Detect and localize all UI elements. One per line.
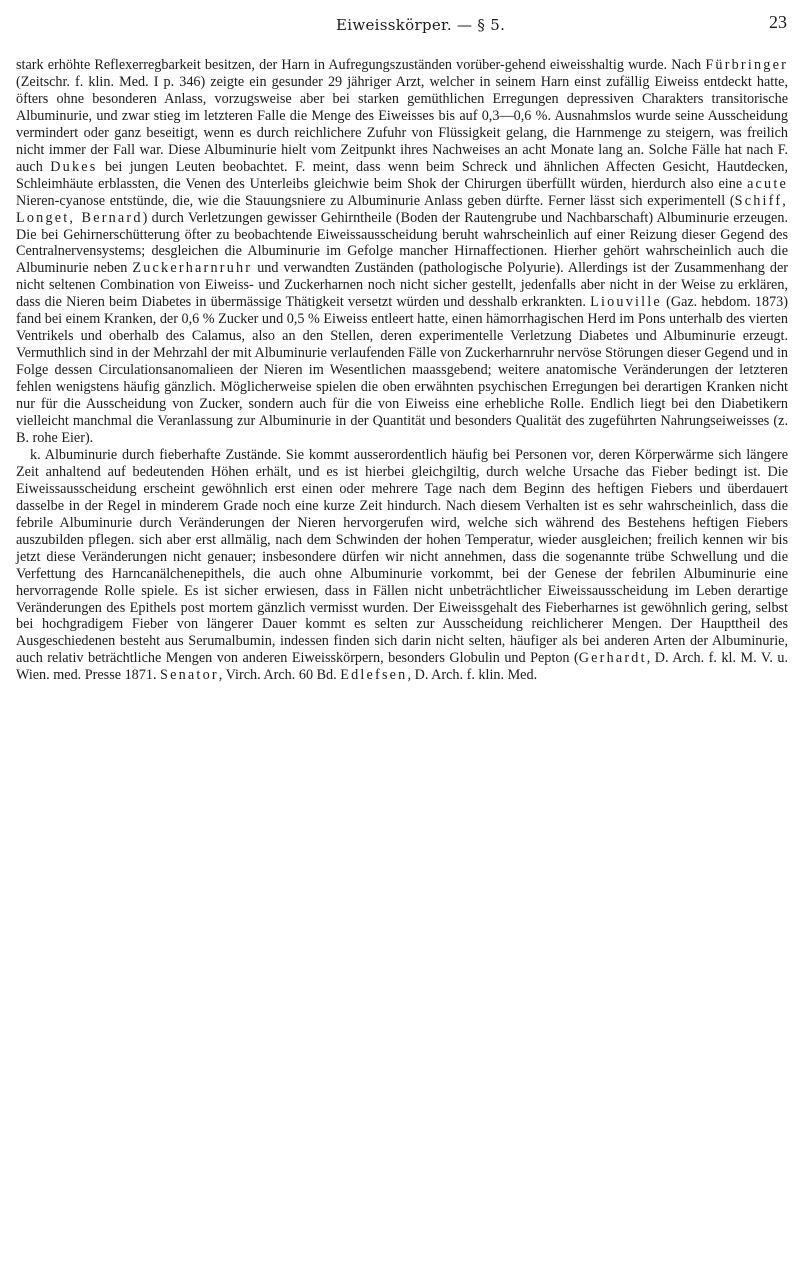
text-run: Nieren-cyanose entstünde, die, wie die Stauungsniere zu Albuminurie Anlass geben dürfte. Ferner lässt sich experimentell ( xyxy=(16,192,735,209)
body-text xyxy=(16,57,788,684)
running-title: Eiweisskörper. — § 5. xyxy=(336,16,506,34)
text-run: (Zeitschr. f. klin. Med. I p. 346) zeigte ein gesunder 29 jähriger Arzt, welcher in seinem Harn einst zufällig Eiweiss entdeckt hatte, öfters ohne besonderen Anlass, vorzugsweise aber bei starken gemüthlichen Erregungen depressiven Charakters transitorische Albuminurie, und zwar stieg im letzteren Falle die Menge des Eiweisses bis auf 0,3—0,6 %. Ausnahmslos wurde seine Ausscheidung vermindert oder ganz beseitigt, wenn es durch reichlichere Zufuhr von Flüssigkeit gelang, die Harnmenge zu steigern, was freilich nicht immer der Fall war. Diese Albuminurie hielt vom Zeitpunkt ihres Nachweises an acht Monate lang an. Solche Fälle hat nach F. auch xyxy=(16,73,788,175)
text-run: bei jungen Leuten beobachtet. F. meint, dass wenn beim Schreck und ähnlichen Affecten Gesicht, Hautdecken, Schleimhäute erblassten, die Venen des Unterleibs gleichwie beim Shok der Chirurgen überfüllt würden, hierdurch also eine xyxy=(16,158,788,192)
emphasized-term: acute xyxy=(747,175,788,192)
author-name: Liouville xyxy=(590,294,662,311)
text-run: und verwandten Zuständen (pathologische Polyurie). Allerdings ist der Zusammenhang der nicht seltenen Combination von Eiweiss- und Zuckerharnen noch nicht sicher gestellt, jedenfalls aber nicht in der Weise zu erklären, dass die Nieren beim Diabetes in übermässige Thätigkeit versetzt würden und desshalb erkrankten. xyxy=(16,260,789,311)
text-run: , D. Arch. f. klin. Med. xyxy=(407,667,538,684)
paragraph-neural-albuminuria xyxy=(16,57,788,447)
author-names: Schiff, Longet, Bernard xyxy=(16,192,788,226)
text-run: , Virch. Arch. 60 Bd. xyxy=(218,667,341,684)
emphasized-term: Zuckerharnruhr xyxy=(132,260,253,277)
text-run: ) durch Verletzungen gewisser Gehirntheile (Boden der Rautengrube und Nachbarschaft) Albuminurie erzeugen. Die bei Gehirnerschütterung öfter zu beobachtende Eiweissausscheidung beruht wahrscheinlich auf einer Reizung dieser Gegend des Centralnervensystems; desgleichen die Albuminurie im Gefolge mancher Hirnaffectionen. Hierher gehört wahrscheinlich auch die Albuminurie neben xyxy=(16,209,788,277)
author-name: Senator xyxy=(160,667,219,684)
author-name: Dukes xyxy=(50,158,98,175)
text-run: k. Albuminurie durch fieberhafte Zustände. Sie kommt ausserordentlich häufig bei Personen vor, deren Körperwärme sich längere Zeit anhaltend auf bedeutenden Höhen erhält, und es ist hierbei gleichgiltig, durch welche Ursache das Fieber bedingt ist. Die Eiweissausscheidung erscheint gewöhnlich erst einen oder mehrere Tage nach dem Beginn des heftigen Fiebers und überdauert dasselbe in der Regel in minderem Grade noch eine kurze Zeit hindurch. Nach diesem Verhalten ist es sehr wahrscheinlich, dass die febrile Albuminurie durch Veränderungen der Nieren hervorgerufen wird, welche sich während des Bestehens heftigen Fiebers auszubilden pflegen. sich aber erst allmälig, nach dem Schwinden der hohen Temperatur, wieder ausgleichen; freilich kennen wir bis jetzt diese Veränderungen nicht genauer; insbesondere dürfen wir nicht annehmen, dass die sogenannte trübe Schwellung und die Verfettung des Harncanälchenepithels, die auch ohne Albuminurie vorkommt, bei der Genese der febrilen Albuminurie eine hervorragende Rolle spiele. Es ist sicher erwiesen, dass in Fällen nicht unbeträchtlicher Eiweissausscheidung im Leben derartige Veränderungen des Epithels post mortem gänzlich vermisst wurden. Der Eiweissgehalt des Fieberharnes ist gewöhnlich gering, selbst bei hochgradigem Fieber von längerer Dauer kommt es selten zur Ausscheidung reichlicherer Mengen. Der Haupttheil des Ausgeschiedenen besteht aus Serumalbumin, indessen finden sich darin nicht selten, häufiger als bei anderen Arten der Albuminurie, auch relativ beträchtliche Mengen von anderen Eiweisskörpern, besonders Globulin und Pepton ( xyxy=(16,446,788,667)
author-name: Gerhardt xyxy=(578,650,647,667)
page-header xyxy=(0,12,801,36)
paragraph-febrile-albuminuria xyxy=(16,447,788,684)
text-run: (Gaz. hebdom. 1873) fand bei einem Kranken, der 0,6 % Zucker und 0,5 % Eiweiss entleert hatte, einen hämorrhagischen Herd im Pons unterhalb des vierten Ventrikels und oberhalb des Calamus, also an den Stellen, deren experimentelle Verletzung Diabetes und Albuminurie erzeugt. Vermuthlich sind in der Mehrzahl der mit Albuminurie verlaufenden Fälle von Zuckerharnruhr nervöse Störungen dieser Gegend und in Folge dessen Circulationsanomalieen der Nieren im Wesentlichen maassgebend; weitere anatomische Veränderungen der letzteren fehlen wenigstens häufig gänzlich. Möglicherweise spielen die oben erwähnten psychischen Erregungen bei derartigen Kranken nicht nur für die Ausscheidung von Zucker, sondern auch für die von Eiweiss eine erhebliche Rolle. Endlich liegt bei den Diabetikern vielleicht manchmal die Veranlassung zur Albuminurie in der Quantität und besonders Qualität des zugeführten Nahrungseiweisses (z. B. rohe Eier). xyxy=(16,294,788,446)
page-number: 23 xyxy=(769,12,787,32)
author-name: Fürbringer xyxy=(705,57,788,73)
text-run: stark erhöhte Reflexerregbarkeit besitzen, der Harn in Aufregungszuständen vorüber-gehend eiweisshaltig wurde. Nach xyxy=(16,57,706,73)
text-run: , D. Arch. f. kl. M. V. u. Wien. med. Presse 1871. xyxy=(16,650,788,684)
author-name: Edlefsen xyxy=(340,667,408,684)
